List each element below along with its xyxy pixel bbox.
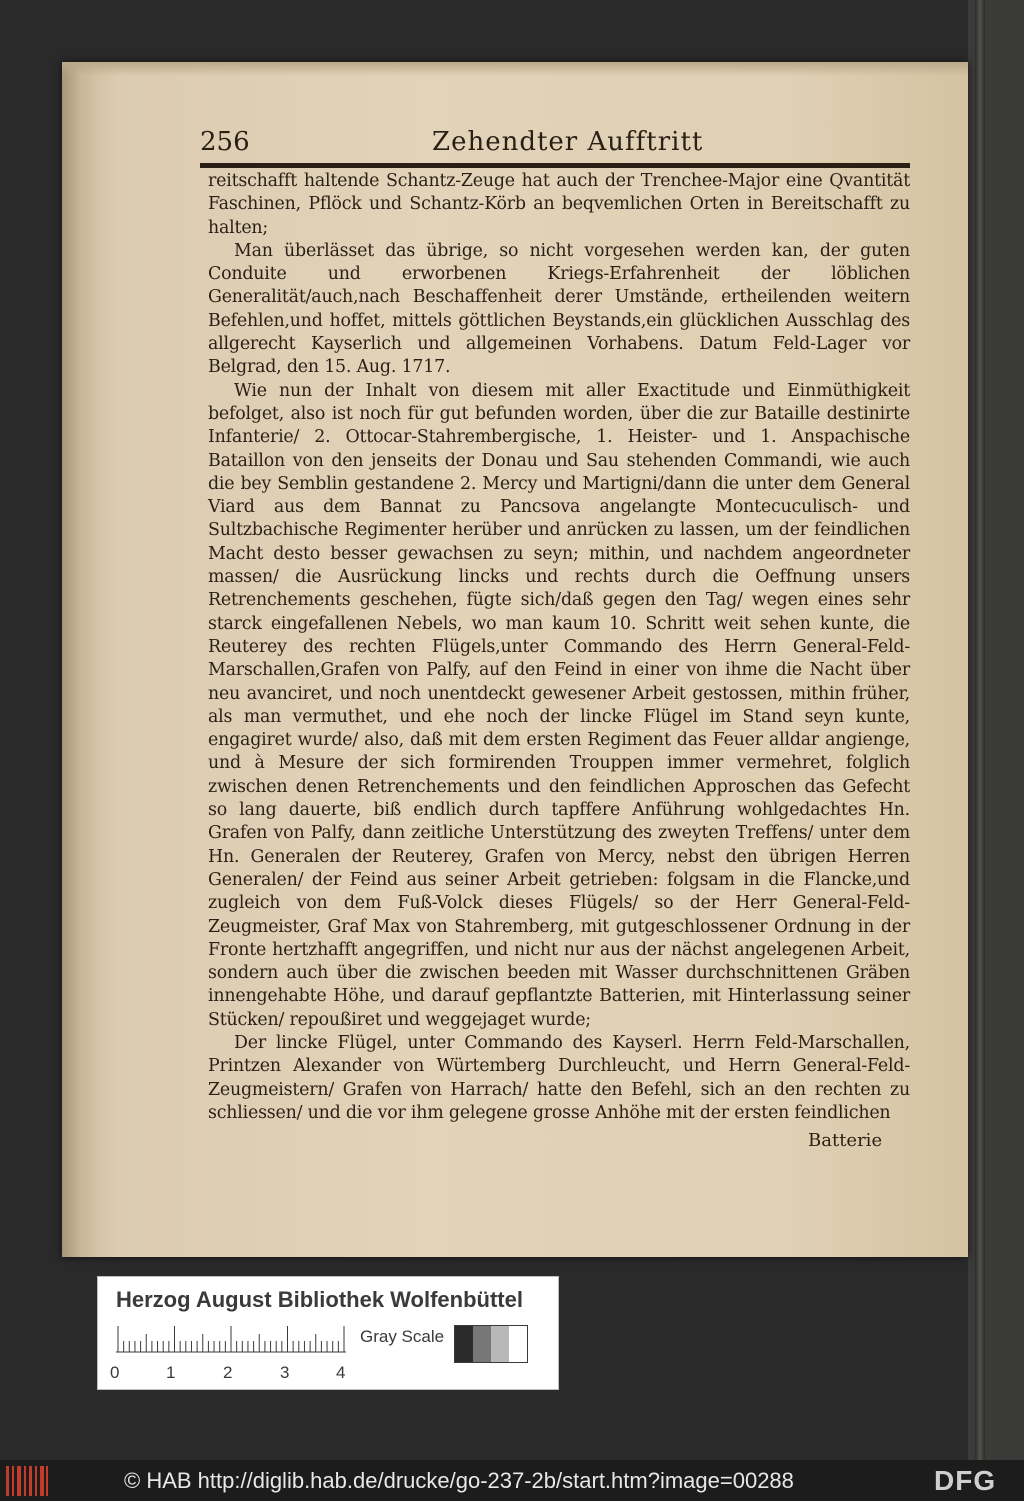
running-head	[200, 127, 900, 163]
paragraph: reitschafft haltende Schantz-Zeuge hat auch der Trenchee-Major eine Qvantität Faschinen, Pflöck und Schantz-Körb an beqvemlichen Orten in Bereitschafft zu halten;	[208, 171, 910, 238]
library-card	[97, 1276, 559, 1390]
body-text	[208, 170, 910, 1125]
page-top-edge	[62, 62, 968, 76]
ruler-number: 3	[280, 1363, 290, 1382]
header-rule	[200, 163, 910, 168]
gray-scale-label: Gray Scale	[360, 1327, 445, 1346]
footer-bar	[0, 1460, 1024, 1501]
ruler-number: 4	[336, 1363, 346, 1382]
running-title: Zehendter Aufftritt	[432, 127, 704, 157]
gray-swatch	[455, 1326, 473, 1362]
paragraph: Der lincke Flügel, unter Commando des Kayserl. Herrn Feld-Marschallen, Printzen Alexander von Würtemberg Durchleucht, und Herrn General-Feld-Zeugmeistern/ Grafen von Harrach/ hatte den Befehl, sich an den rechten zu schliessen/ und die vor ihm gelegene grosse Anhöhe mit der ersten feindlichen	[208, 1032, 910, 1123]
page-number: 256	[200, 127, 250, 157]
ruler-number: 1	[166, 1363, 176, 1382]
library-title: Herzog August Bibliothek Wolfenbüttel	[116, 1287, 523, 1312]
dfg-logo: DFG	[934, 1465, 997, 1496]
gray-scale-swatches	[454, 1325, 528, 1363]
barcode-icon	[6, 1466, 48, 1496]
copyright-link[interactable]: © HAB http://diglib.hab.de/drucke/go-237-2b/start.htm?image=00288	[124, 1468, 794, 1493]
gray-swatch	[491, 1326, 509, 1362]
gray-swatch	[473, 1326, 491, 1362]
catchword: Batterie	[808, 1130, 883, 1151]
ruler-number: 2	[223, 1363, 233, 1382]
page-gutter-shadow	[62, 62, 96, 1257]
paragraph: Man überlässet das übrige, so nicht vorgesehen werden kan, der guten Conduite und erworbenen Kriegs-Erfahrenheit der löblichen Generalität/auch,nach Beschaffenheit derer Umstände, ertheilenden weitern Befehlen,und hoffet, mittels göttlichen Beystands,ein glücklichen Ausschlag des allgerecht Kayserlich und allgemeinen Vorhabens. Datum Feld-Lager vor Belgrad, den 15. Aug. 1717.	[208, 240, 910, 378]
paragraph: Wie nun der Inhalt von diesem mit aller Exactitude und Einmüthigkeit befolget, also ist noch für gut befunden worden, über die zur Bataille destinirte Infanterie/ 2. Ottocar-Stahrembergische, 1. Heister- und 1. Anspachische Bataillon von den jenseits der Donau und Sau stehenden Commandi, wie auch die bey Semblin gestandene 2. Mercy und Martigni/dann die unter dem General Viard aus dem Bannat zu Pancsova angelangte Montecuculisch- und Sultzbachische Regimenter herüber und anrücken zu lassen, um der feindlichen Macht desto besser gewachsen zu seyn; mithin, und nachdem angeordneter massen/ die Ausrückung lincks und rechts durch die Oeffnung unsers Retrenchements geschehen, fügte sich/daß gegen den Tag/ wegen eines sehr starck eingefallenen Nebels, wo man kaum 10. Schritt weit sehen kunte, die Reuterey des rechten Flügels,unter Commando des Herrn General-Feld-Marschallen,Grafen von Palfy, auf den Feind in einer von ihme die Nacht über neu avanciret, und noch unentdeckt gewesener Arbeit gestossen, mithin früher, als man vermuthet, und ehe noch der lincke Flügel im Stand seyn kunte, engagiret wurde/ also, daß mit dem ersten Regiment das Feuer alldar angienge, und à Mesure der sich formirenden Trouppen immer vermehret, folglich zwischen denen Retrenchements und den feindlichen Approschen das Gefecht so lang dauerte, biß endlich durch tapffere Anführung wohlgedachtes Hn. Grafen von Palfy, dann zeitliche Unterstützung des zweyten Treffens/ unter dem Hn. Generalen der Reuterey, Grafen von Mercy, nebst den übrigen Herren Generalen/ der Feind aus seiner Arbeit getrieben: folgsam in die Flancke,und zugleich von dem Fuß-Volck dieses Flügels/ so der Herr General-Feld-Zeugmeister, Graf Max von Stahremberg, mit gutgeschlossener Ordnung in der Fronte hertzhafft angegriffen, und nicht nur aus der nächst angelegenen Arbeit, sondern auch über die zwischen beeden mit Wasser durchschnittenen Gräben innengehabte Höhe, und darauf gepflantzte Batterien, mit Hinterlassung seiner Stücken/ repoußiret und weggejaget wurde;	[208, 380, 910, 1030]
book-binding-edge	[975, 0, 985, 1460]
ruler-number: 0	[110, 1363, 120, 1382]
ruler-numbers	[110, 1363, 360, 1385]
gray-swatch	[509, 1326, 527, 1362]
ruler-scale	[116, 1325, 346, 1353]
